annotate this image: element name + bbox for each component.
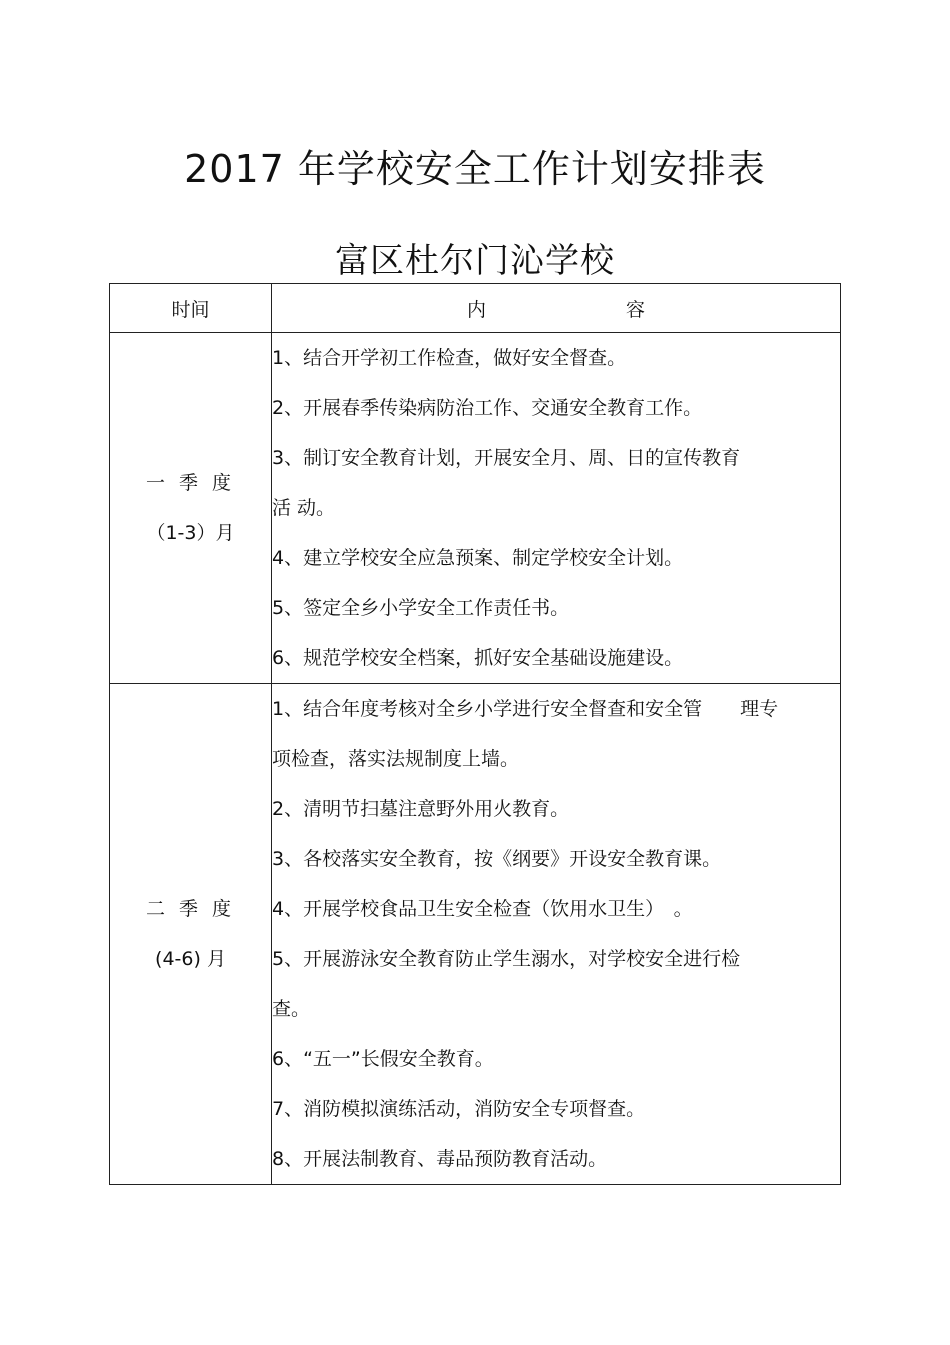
list-item: 5、开展游泳安全教育防止学生溺水，对学校安全进行检 xyxy=(272,948,741,970)
schedule-table xyxy=(109,283,841,1185)
list-item: 3、制订安全教育计划，开展安全月、周、日的宣传教育 xyxy=(272,447,741,469)
list-item: 1、结合年度考核对全乡小学进行安全督查和安全管 理专 xyxy=(272,698,779,720)
list-item: 活 动。 xyxy=(272,497,336,519)
quarter-row-1 xyxy=(110,333,841,684)
quarter-2-content xyxy=(272,684,841,1185)
quarter-2-months: (4-6) 月 xyxy=(155,948,226,970)
list-item: 4、建立学校安全应急预案、制定学校安全计划。 xyxy=(272,547,684,569)
quarter-1-time xyxy=(110,333,272,684)
header-content xyxy=(272,284,841,333)
list-item: 5、签定全乡小学安全工作责任书。 xyxy=(272,597,570,619)
list-item: 8、开展法制教育、毒品预防教育活动。 xyxy=(272,1148,608,1170)
list-item: 4、开展学校食品卫生安全检查（饮用水卫生） 。 xyxy=(272,898,693,920)
list-item: 1、结合开学初工作检查，做好安全督查。 xyxy=(272,347,627,369)
document-title: 2017 年学校安全工作计划安排表 xyxy=(184,147,766,191)
header-content-char-2: 容 xyxy=(626,298,646,321)
list-item: 2、开展春季传染病防治工作、交通安全教育工作。 xyxy=(272,397,703,419)
quarter-1-content xyxy=(272,333,841,684)
document-subtitle: 富区杜尔门沁学校 xyxy=(335,241,615,281)
list-item: 7、消防模拟演练活动，消防安全专项督查。 xyxy=(272,1098,646,1120)
quarter-2-label: 二季度 xyxy=(145,898,245,920)
list-item: 6、规范学校安全档案，抓好安全基础设施建设。 xyxy=(272,647,684,669)
list-item: 6、“五一”长假安全教育。 xyxy=(272,1048,494,1070)
quarter-1-label: 一季度 xyxy=(145,472,245,494)
list-item: 查。 xyxy=(272,998,311,1020)
list-item: 2、清明节扫墓注意野外用火教育。 xyxy=(272,798,570,820)
table-header-row xyxy=(110,284,841,333)
list-item: 3、各校落实安全教育，按《纲要》开设安全教育课。 xyxy=(272,848,722,870)
list-item: 项检查，落实法规制度上墙。 xyxy=(272,748,520,770)
quarter-2-time xyxy=(110,684,272,1185)
quarter-1-months: （1-3）月 xyxy=(146,522,235,544)
header-time: 时间 xyxy=(110,284,272,333)
header-content-char-1: 内 xyxy=(466,298,486,321)
quarter-row-2 xyxy=(110,684,841,1185)
